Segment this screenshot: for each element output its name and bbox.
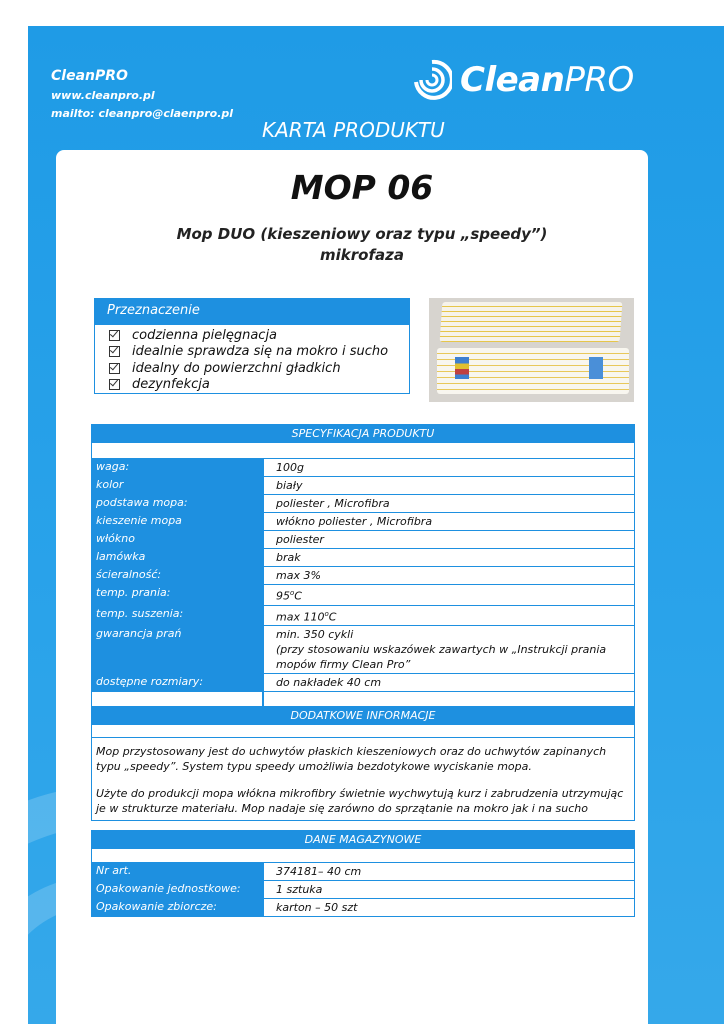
product-subtitle [0,224,724,266]
row-label: włókno [92,531,262,548]
website-link[interactable]: www.cleanpro.pl [51,89,155,102]
spec-table [91,424,635,724]
list-item-label: idealny do powierzchni gładkich [132,360,341,376]
degree-mark: o [290,589,295,597]
checkbox-icon [109,346,120,357]
row-label: podstawa mopa: [92,495,262,512]
row-label: dostępne rozmiary: [92,674,262,691]
row-value: 374181– 40 cm [262,863,634,880]
row-label: kieszenie mopa [92,513,262,530]
row-label: Nr art. [92,863,262,880]
checkbox-icon [109,379,120,390]
row-value: 1 sztuka [262,881,634,898]
mop-tag-image [455,357,469,379]
table-row [92,549,634,567]
row-label: temp. suszenia: [92,606,262,626]
row-label: gwarancja prań [92,626,262,673]
info-paragraph: Mop przystosowany jest do uchwytów płaskich kieszeniowych oraz do uchwytów zapinanych typu „speedy”. System typu speedy umożliwia bezdotykowe wyciskanie mopa. [96,745,607,773]
purpose-list [95,325,409,393]
table-row [92,626,634,674]
spec-heading: SPECYFIKACJA PRODUKTU [92,425,634,443]
list-item [109,377,409,394]
table-row [92,606,634,627]
subtitle-line: mikrofaza [320,246,404,264]
logo-text-pro: PRO [564,60,634,100]
value-unit: C [328,610,337,624]
degree-mark: o [324,609,329,618]
table-row [92,881,634,899]
spacer-row [92,849,634,863]
table-row [92,531,634,549]
table-row [92,863,634,881]
mop-tag-image [589,357,603,379]
info-paragraph: Użyte do produkcji mopa włókna mikrofibry świetnie wychwytują kurz i zabrudzenia utrzymując je w strukturze materiału. Mop nadaje się zarówno do sprzątanie na mokro jak i na sucho [96,787,624,815]
value-number: 95 [276,589,290,603]
row-label: waga: [92,459,262,476]
row-value [262,606,634,626]
row-value [262,585,634,605]
row-value: 100g [262,459,634,476]
row-value: poliester [262,531,634,548]
logo-text-clean: Clean [460,60,565,100]
row-label: Opakowanie zbiorcze: [92,899,262,916]
row-label: temp. prania: [92,585,262,605]
table-row [92,495,634,513]
table-row [92,513,634,531]
row-value: poliester , Microfibra [262,495,634,512]
product-photo [429,298,634,402]
mop-pad-image [440,302,623,342]
additional-info-heading: DODATKOWE INFORMACJE [92,707,634,725]
checkbox-icon [109,330,120,341]
list-item-label: dezynfekcja [132,377,210,393]
warehouse-table [91,830,635,917]
list-item-label: idealnie sprawdza się na mokro i sucho [132,344,389,360]
row-value: do nakładek 40 cm [262,674,634,691]
row-label: lamówka [92,549,262,566]
table-row [92,477,634,495]
row-value: max 3% [262,567,634,584]
row-value: brak [262,549,634,566]
company-name: CleanPRO [51,68,128,84]
row-label: ścieralność: [92,567,262,584]
row-value: min. 350 cykli (przy stosowaniu wskazówek zawartych w „Instrukcji prania mopów firmy Clean Pro” [262,626,634,673]
cleanpro-logo [412,58,634,102]
swirl-logo-icon [412,58,452,102]
checkbox-icon [109,363,120,374]
table-row [92,899,634,916]
warehouse-heading: DANE MAGAZYNOWE [92,831,634,849]
value-number: max 110 [276,610,325,624]
row-value: karton – 50 szt [262,899,634,916]
row-label: Opakowanie jednostkowe: [92,881,262,898]
company-header [51,68,233,120]
list-item [109,344,409,361]
list-item [109,360,409,377]
spacer-row [92,725,634,738]
product-title: MOP 06 [290,168,434,207]
row-value: biały [262,477,634,494]
purpose-box [94,298,410,394]
purpose-heading: Przeznaczenie [95,299,409,325]
spacer-row [92,443,634,459]
section-title: KARTA PRODUKTU [262,118,445,142]
table-row [92,585,634,606]
list-item [109,327,409,344]
row-value: włókno poliester , Microfibra [262,513,634,530]
row-label: kolor [92,477,262,494]
list-item-label: codzienna pielęgnacja [132,327,278,343]
additional-info-text [92,738,634,820]
additional-info-table [91,706,635,821]
value-unit: C [294,589,302,603]
email-link[interactable]: mailto: cleanpro@claenpro.pl [51,107,234,120]
subtitle-line: Mop DUO (kieszeniowy oraz typu „speedy”) [176,225,548,243]
table-row [92,459,634,477]
table-row [92,674,634,692]
table-row [92,567,634,585]
